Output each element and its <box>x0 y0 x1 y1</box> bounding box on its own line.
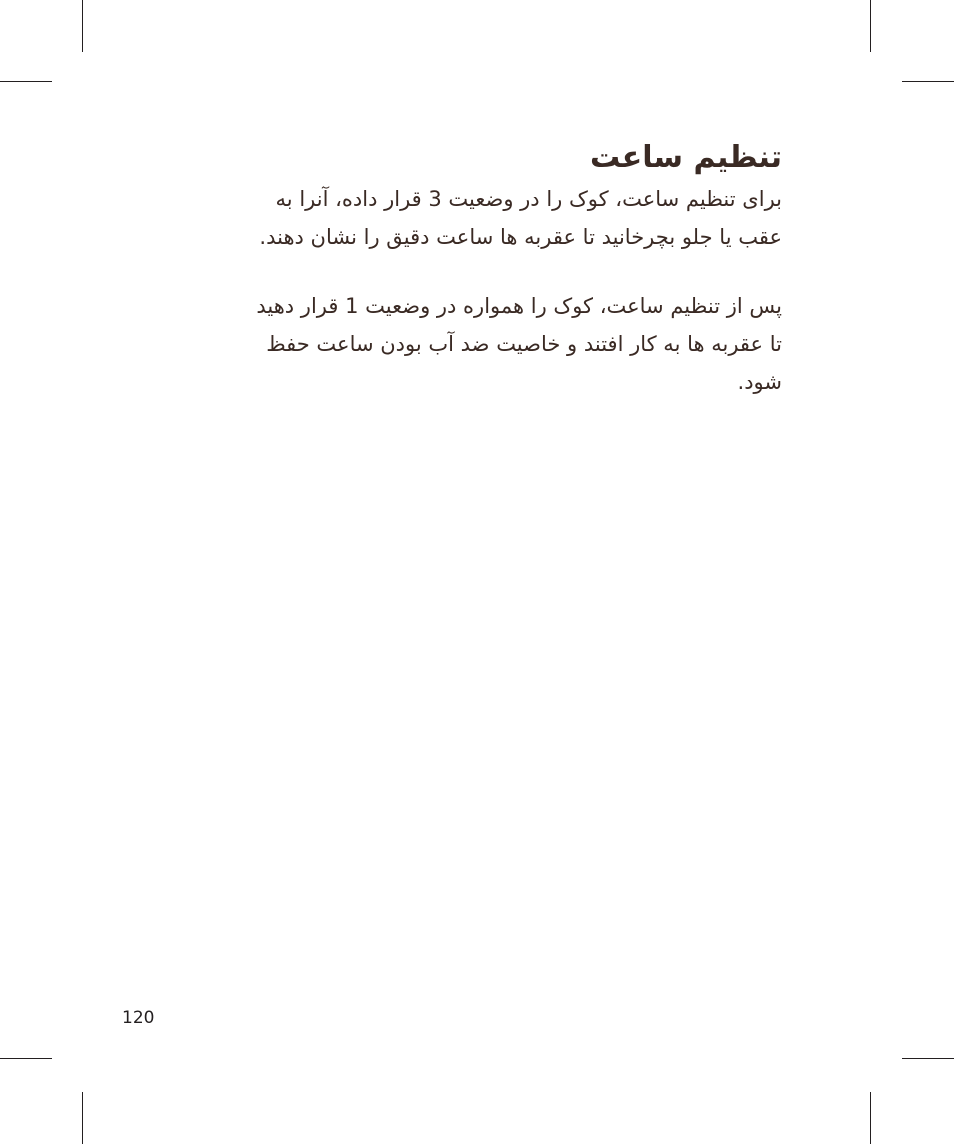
crop-mark-bottom-right-vertical <box>870 1092 871 1144</box>
paragraph-line: عقب یا جلو بچرخانید تا عقربه ها ساعت دقیق را نشان دهند. <box>259 225 782 249</box>
crop-mark-bottom-left-horizontal <box>0 1058 52 1059</box>
paragraph-line: تا عقربه ها به کار افتند و خاصیت ضد آب بودن ساعت حفظ <box>266 332 782 356</box>
page-number: 120 <box>122 1008 155 1028</box>
crop-mark-bottom-right-horizontal <box>902 1058 954 1059</box>
paragraph-line: برای تنظیم ساعت، کوک را در وضعیت 3 قرار داده، آنرا به <box>275 187 782 211</box>
crop-mark-top-left-vertical <box>82 0 83 52</box>
section-title: تنظیم ساعت <box>590 140 782 175</box>
page-content <box>130 138 782 401</box>
paragraph-line: پس از تنظیم ساعت، کوک را همواره در وضعیت 1 قرار دهید <box>256 294 782 318</box>
crop-mark-top-left-horizontal <box>0 81 52 82</box>
crop-mark-top-right-vertical <box>870 0 871 52</box>
crop-mark-bottom-left-vertical <box>82 1092 83 1144</box>
paragraph-line: شود. <box>737 370 782 394</box>
crop-mark-top-right-horizontal <box>902 81 954 82</box>
paragraph-water-resistance <box>130 287 782 401</box>
paragraph-setting-time <box>130 180 782 256</box>
